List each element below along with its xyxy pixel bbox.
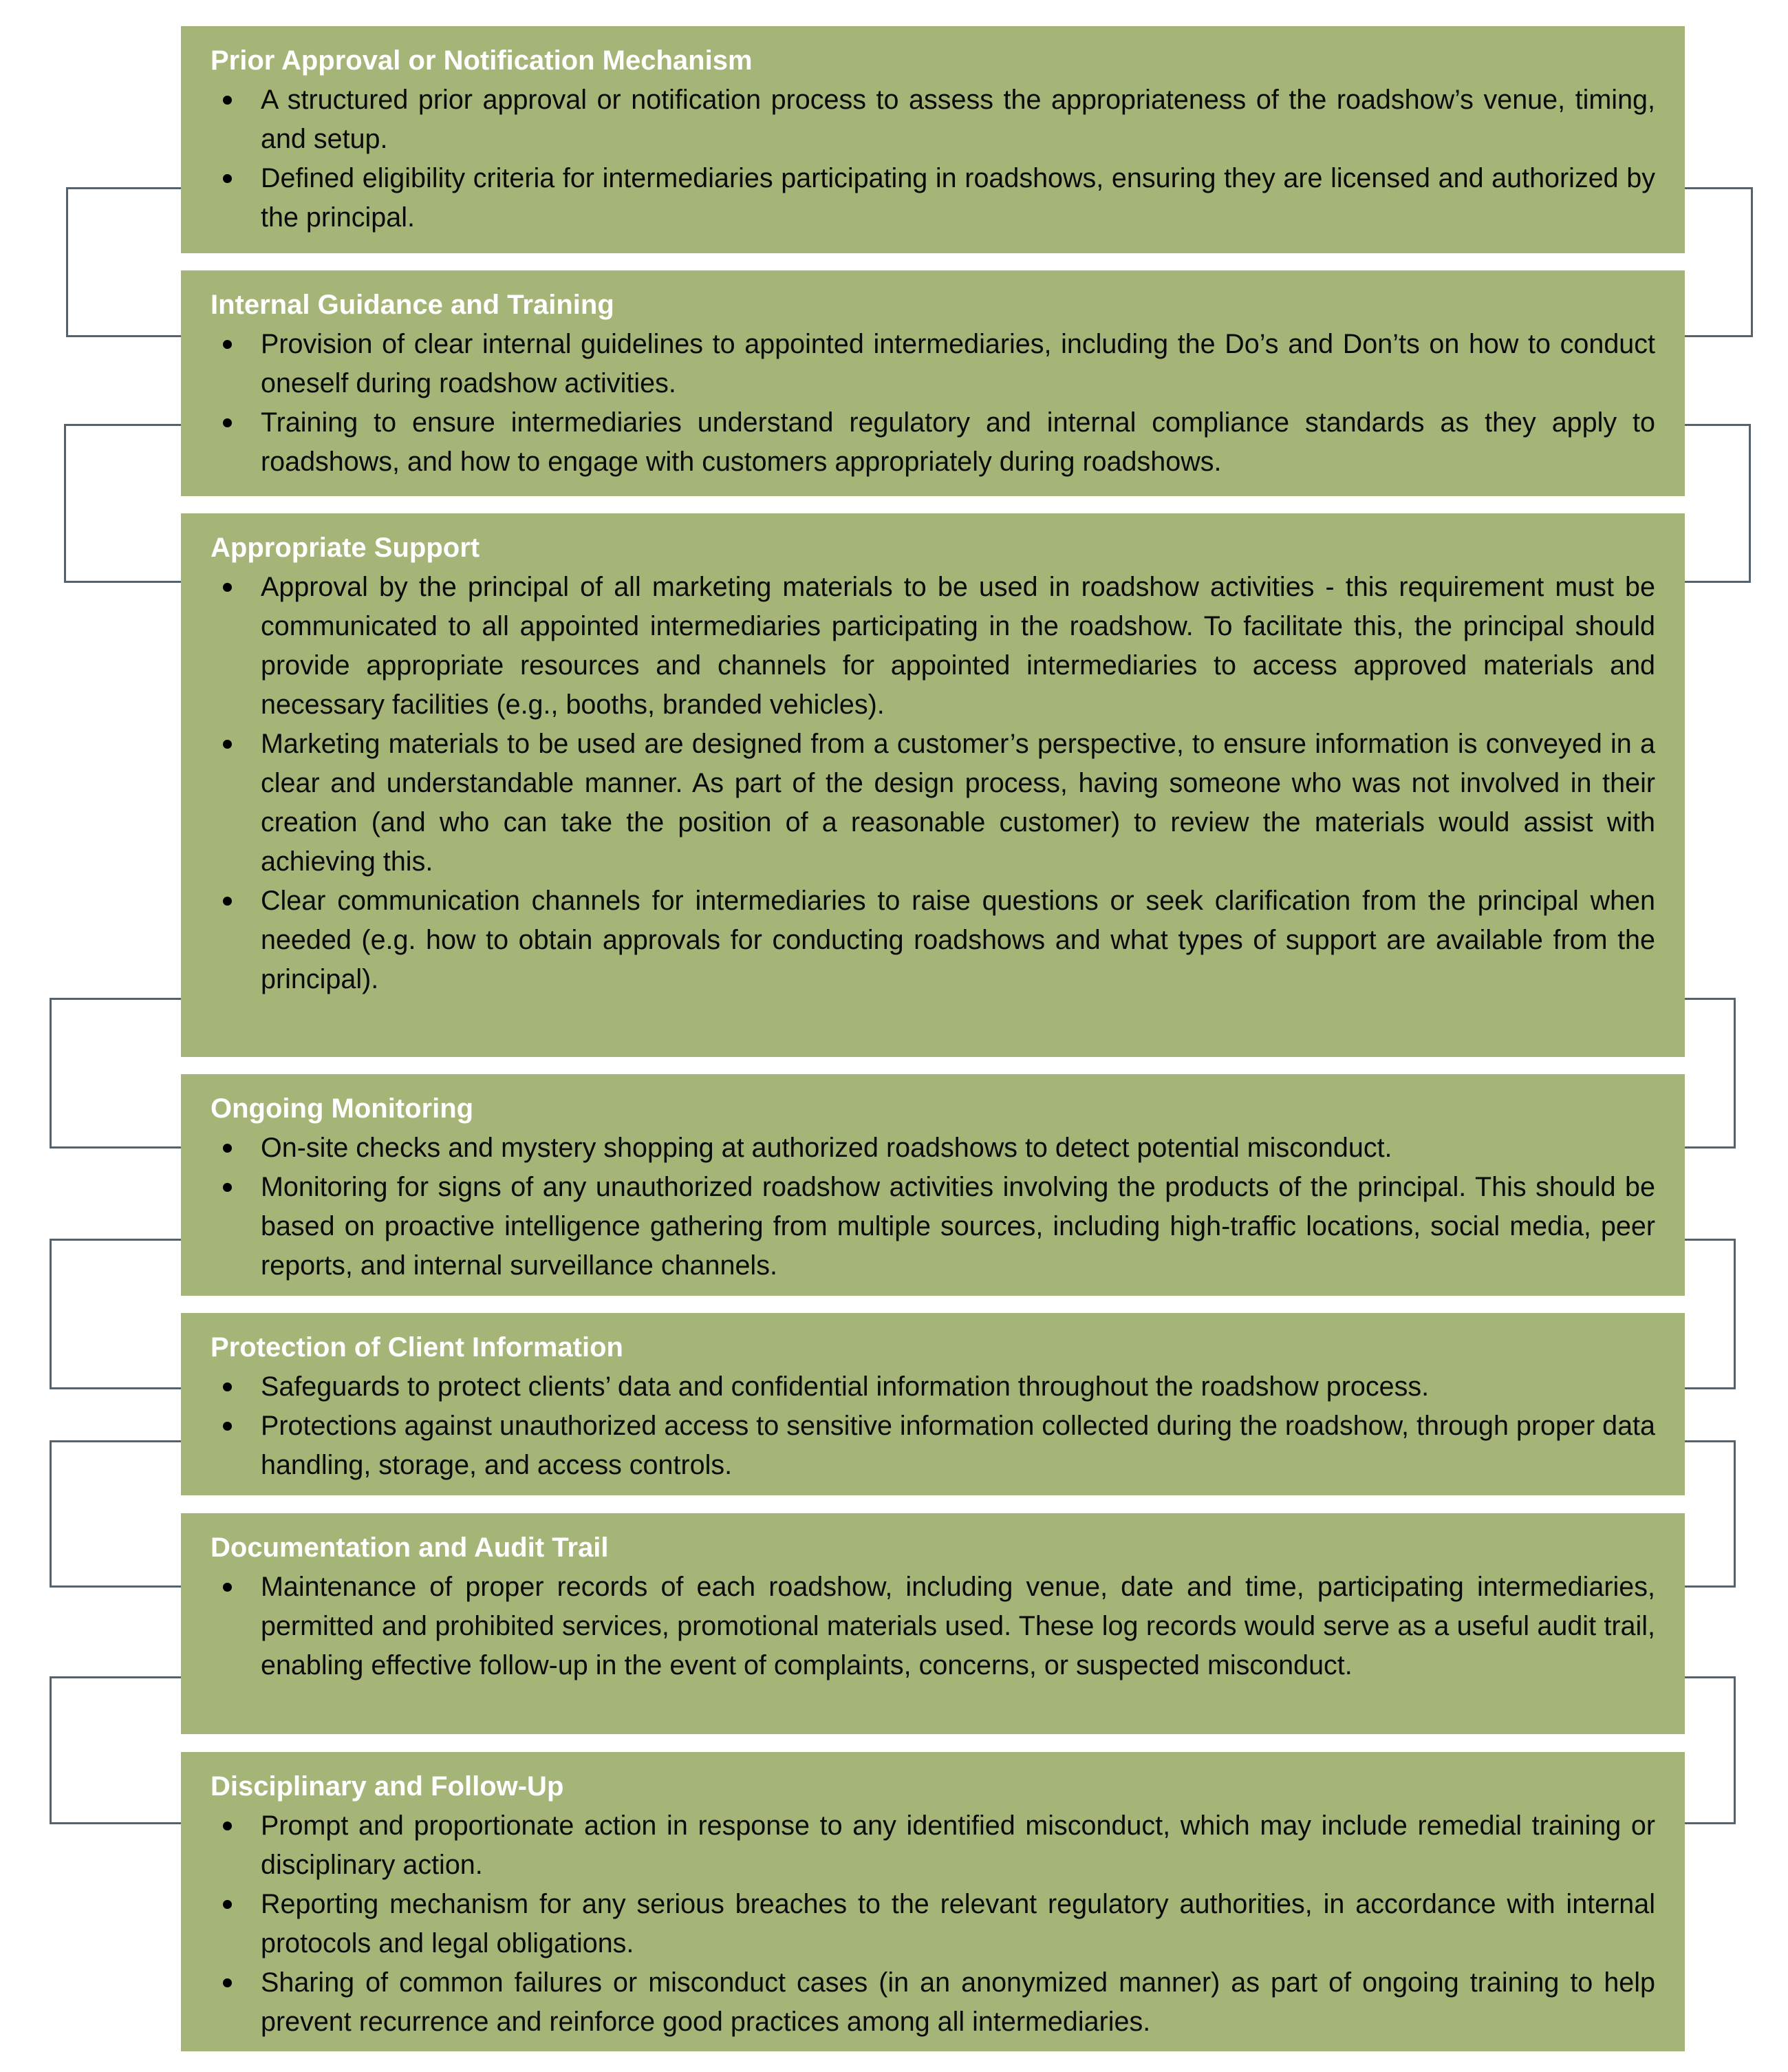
- bullet-icon: [223, 897, 232, 906]
- section-title: Appropriate Support: [211, 533, 480, 563]
- bullet-item: [211, 403, 1655, 482]
- connector-left-3: [50, 998, 183, 1149]
- bullet-icon: [223, 1978, 232, 1987]
- bullet-text: Protections against unauthorized access to sensitive information collected during the roadshow, through proper data handling, storage, and access controls.: [261, 1411, 1655, 1480]
- bullet-item: [211, 1129, 1655, 1168]
- bullet-item: [211, 159, 1655, 237]
- bullet-text: On-site checks and mystery shopping at authorized roadshows to detect potential misconduct.: [261, 1133, 1392, 1163]
- bullet-icon: [223, 418, 232, 427]
- bullet-icon: [223, 1183, 232, 1192]
- bullet-icon: [223, 583, 232, 592]
- bullet-icon: [223, 340, 232, 349]
- section-prior-approval: [181, 26, 1685, 253]
- bullet-list: [211, 1367, 1655, 1485]
- connector-right-5: [1683, 1440, 1736, 1588]
- section-title: Prior Approval or Notification Mechanism: [211, 45, 753, 76]
- bullet-item: [211, 882, 1655, 999]
- bullet-text: Monitoring for signs of any unauthorized roadshow activities involving the products of the principal. This should be based on proactive intelligence gathering from multiple sources, including high-traffic locations, social media, peer reports, and internal surveillance channels.: [261, 1172, 1655, 1281]
- bullet-list: [211, 1129, 1655, 1285]
- bullet-icon: [223, 96, 232, 105]
- connector-left-6: [50, 1676, 183, 1824]
- bullet-icon: [223, 1900, 232, 1909]
- bullet-icon: [223, 740, 232, 749]
- bullet-icon: [223, 1822, 232, 1830]
- section-client-information: [181, 1313, 1685, 1495]
- bullet-text: Maintenance of proper records of each roadshow, including venue, date and time, participating intermediaries, permitted and prohibited services, promotional materials used. These log records would serve as a useful audit trail, enabling effective follow-up in the event of complaints, concerns, or suspected misconduct.: [261, 1572, 1655, 1680]
- connector-left-2: [64, 424, 183, 583]
- connector-right-3: [1683, 998, 1736, 1149]
- bullet-text: Prompt and proportionate action in response to any identified misconduct, which may include remedial training or disciplinary action.: [261, 1811, 1655, 1880]
- connector-right-2: [1683, 424, 1751, 583]
- section-title: Disciplinary and Follow-Up: [211, 1771, 564, 1802]
- bullet-item: [211, 1885, 1655, 1963]
- bullet-item: [211, 725, 1655, 882]
- bullet-text: Training to ensure intermediaries understand regulatory and internal compliance standards as they apply to roadshows, and how to engage with customers appropriately during roadshows.: [261, 407, 1655, 477]
- bullet-text: Defined eligibility criteria for intermediaries participating in roadshows, ensuring they are licensed and authorized by the principal.: [261, 163, 1655, 233]
- bullet-icon: [223, 1422, 232, 1431]
- bullet-text: Marketing materials to be used are designed from a customer’s perspective, to ensure information is conveyed in a clear and understandable manner. As part of the design process, having someone who was not involved in their creation (and who can take the position of a reasonable customer) to review the materials would assist with achieving this.: [261, 729, 1655, 877]
- bullet-list: [211, 325, 1655, 482]
- bullet-text: Approval by the principal of all marketing materials to be used in roadshow activities - this requirement must be communicated to all appointed intermediaries participating in the roadshow. To facilitate this, the principal should provide appropriate resources and channels for appointed intermediaries to access approved materials and necessary facilities (e.g., booths, branded vehicles).: [261, 572, 1655, 720]
- section-internal-guidance: [181, 270, 1685, 496]
- bullet-item: [211, 1168, 1655, 1285]
- bullet-text: A structured prior approval or notification process to assess the appropriateness of the roadshow’s venue, timing, and setup.: [261, 85, 1655, 154]
- bullet-text: Safeguards to protect clients’ data and confidential information throughout the roadshow process.: [261, 1371, 1430, 1402]
- connector-right-6: [1683, 1676, 1736, 1824]
- bullet-item: [211, 1806, 1655, 1885]
- bullet-text: Provision of clear internal guidelines to appointed intermediaries, including the Do’s and Don’ts on how to conduct oneself during roadshow activities.: [261, 329, 1655, 398]
- section-title: Ongoing Monitoring: [211, 1093, 474, 1124]
- section-disciplinary-follow-up: [181, 1752, 1685, 2051]
- section-title: Internal Guidance and Training: [211, 290, 614, 320]
- section-title: Documentation and Audit Trail: [211, 1532, 609, 1563]
- bullet-item: [211, 1568, 1655, 1685]
- bullet-list: [211, 1806, 1655, 2042]
- bullet-item: [211, 81, 1655, 159]
- bullet-item: [211, 325, 1655, 403]
- bullet-item: [211, 1963, 1655, 2042]
- section-documentation-audit: [181, 1513, 1685, 1734]
- bullet-item: [211, 1407, 1655, 1485]
- connector-right-1: [1683, 187, 1753, 337]
- bullet-item: [211, 1367, 1655, 1407]
- connector-right-4: [1683, 1239, 1736, 1389]
- bullet-list: [211, 568, 1655, 999]
- bullet-icon: [223, 1583, 232, 1592]
- bullet-icon: [223, 1144, 232, 1153]
- section-ongoing-monitoring: [181, 1074, 1685, 1296]
- connector-left-1: [66, 187, 183, 337]
- bullet-icon: [223, 1382, 232, 1391]
- bullet-list: [211, 81, 1655, 237]
- section-title: Protection of Client Information: [211, 1332, 623, 1363]
- bullet-item: [211, 568, 1655, 725]
- bullet-text: Sharing of common failures or misconduct cases (in an anonymized manner) as part of ongoing training to help prevent recurrence and reinforce good practices among all intermediaries.: [261, 1967, 1655, 2037]
- section-appropriate-support: [181, 513, 1685, 1057]
- bullet-icon: [223, 174, 232, 183]
- bullet-text: Reporting mechanism for any serious breaches to the relevant regulatory authorities, in accordance with internal protocols and legal obligations.: [261, 1889, 1655, 1958]
- bullet-text: Clear communication channels for intermediaries to raise questions or seek clarification from the principal when needed (e.g. how to obtain approvals for conducting roadshows and what types of support are available from the principal).: [261, 886, 1655, 994]
- connector-left-4: [50, 1239, 183, 1389]
- connector-left-5: [50, 1440, 183, 1588]
- bullet-list: [211, 1568, 1655, 1685]
